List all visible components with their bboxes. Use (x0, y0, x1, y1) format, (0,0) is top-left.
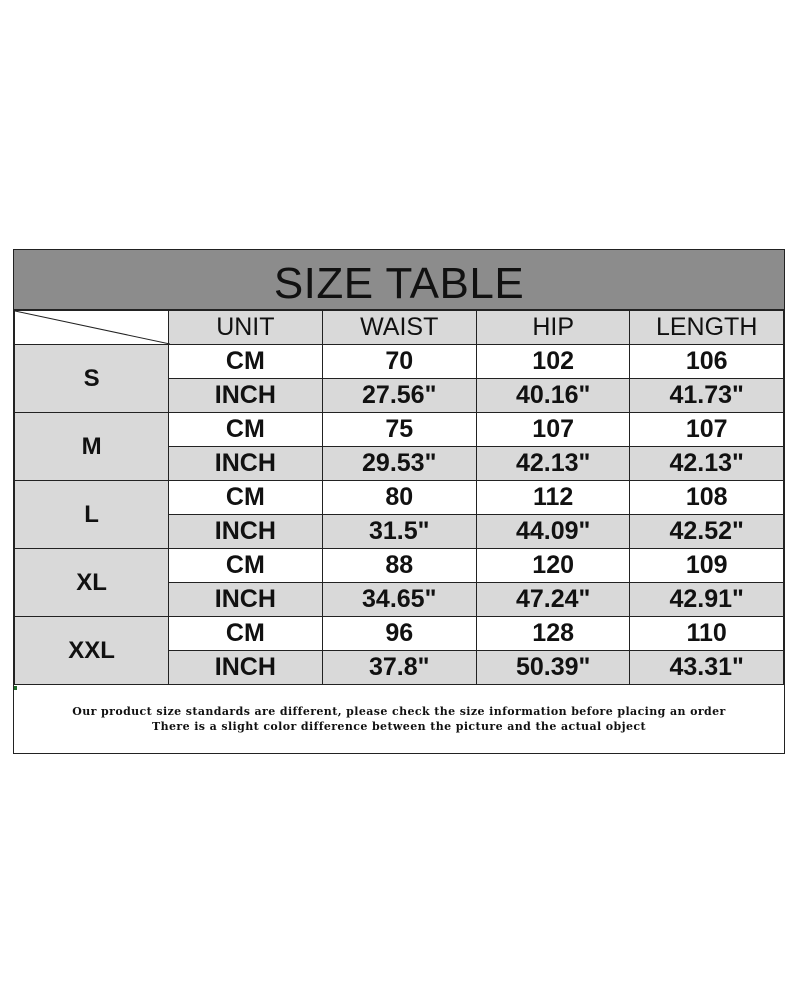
header-hip: HIP (476, 311, 629, 345)
waist-cell: 88 (322, 549, 476, 583)
waist-cell: 29.53" (322, 447, 476, 481)
unit-cell: INCH (169, 651, 322, 685)
waist-cell: 34.65" (322, 583, 476, 617)
unit-cell: INCH (169, 583, 322, 617)
table-row (15, 413, 784, 447)
unit-cell: CM (169, 481, 322, 515)
hip-cell: 50.39" (476, 651, 629, 685)
waist-cell: 31.5" (322, 515, 476, 549)
hip-cell: 42.13" (476, 447, 629, 481)
notes-section (14, 684, 784, 753)
page-title: SIZE TABLE (273, 258, 525, 308)
size-label: M (15, 413, 169, 481)
size-table-frame (13, 249, 785, 754)
header-unit: UNIT (169, 311, 322, 345)
length-cell: 110 (630, 617, 784, 651)
corner-cell (15, 311, 169, 345)
hip-cell: 107 (476, 413, 629, 447)
hip-cell: 120 (476, 549, 629, 583)
hip-cell: 44.09" (476, 515, 629, 549)
size-label: XXL (15, 617, 169, 685)
size-label: S (15, 345, 169, 413)
length-cell: 107 (630, 413, 784, 447)
hip-cell: 47.24" (476, 583, 629, 617)
size-label: L (15, 481, 169, 549)
diagonal-line (15, 311, 170, 344)
table-row (15, 549, 784, 583)
waist-cell: 37.8" (322, 651, 476, 685)
note-color-difference: There is a slight color difference between the picture and the actual object (152, 720, 646, 733)
hip-cell: 40.16" (476, 379, 629, 413)
length-cell: 42.52" (630, 515, 784, 549)
unit-cell: CM (169, 345, 322, 379)
length-cell: 41.73" (630, 379, 784, 413)
waist-cell: 27.56" (322, 379, 476, 413)
waist-cell: 70 (322, 345, 476, 379)
size-label: XL (15, 549, 169, 617)
unit-cell: CM (169, 413, 322, 447)
table-row (15, 345, 784, 379)
header-row (15, 311, 784, 345)
hip-cell: 128 (476, 617, 629, 651)
length-cell: 42.13" (630, 447, 784, 481)
unit-cell: INCH (169, 515, 322, 549)
title-bar (14, 250, 784, 310)
hip-cell: 102 (476, 345, 629, 379)
waist-cell: 80 (322, 481, 476, 515)
unit-cell: CM (169, 617, 322, 651)
unit-cell: INCH (169, 447, 322, 481)
header-length: LENGTH (630, 311, 784, 345)
length-cell: 108 (630, 481, 784, 515)
unit-cell: INCH (169, 379, 322, 413)
length-cell: 109 (630, 549, 784, 583)
table-row (15, 481, 784, 515)
waist-cell: 96 (322, 617, 476, 651)
table-row (15, 617, 784, 651)
length-cell: 106 (630, 345, 784, 379)
length-cell: 42.91" (630, 583, 784, 617)
note-size-standards: Our product size standards are different, please check the size information before placing an order (72, 705, 726, 718)
length-cell: 43.31" (630, 651, 784, 685)
header-waist: WAIST (322, 311, 476, 345)
hip-cell: 112 (476, 481, 629, 515)
unit-cell: CM (169, 549, 322, 583)
size-table (14, 310, 784, 685)
waist-cell: 75 (322, 413, 476, 447)
